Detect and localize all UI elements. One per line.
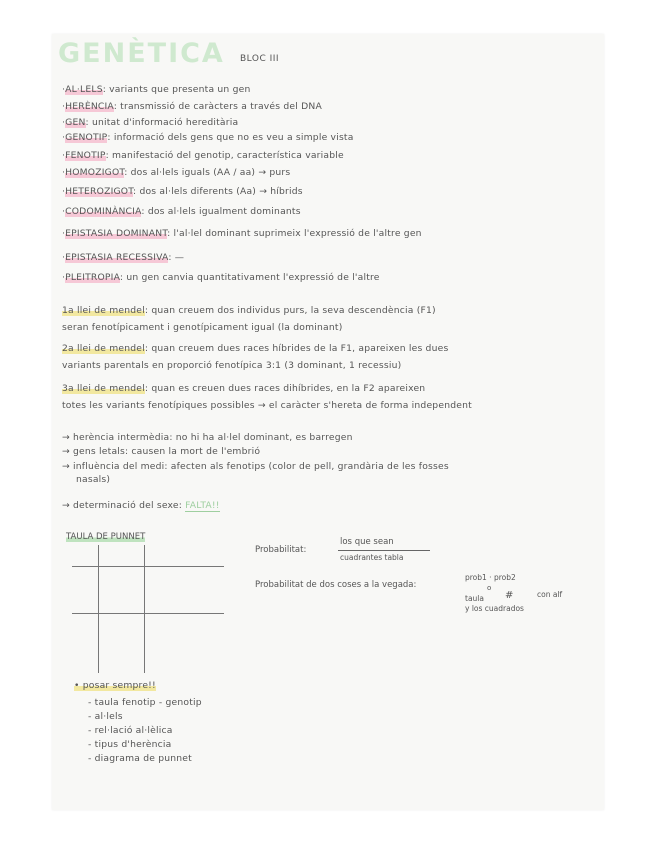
definition-text: : dos al·lels diferents (Aa) → híbrids xyxy=(133,186,303,197)
bullet: · xyxy=(62,186,66,197)
checklist-item-text: taula fenotip - genotip xyxy=(94,697,202,708)
note-2: → gens letals: causen la mort de l'embrió xyxy=(62,446,261,457)
definition-text: : informació dels gens que no es veu a simple vista xyxy=(107,132,354,143)
checklist-item-text: al·lels xyxy=(94,711,123,722)
law-text: : quan es creuen dues races dihíbrides, en la F2 apareixen xyxy=(144,383,426,394)
con-text: con alf xyxy=(537,590,563,599)
fraction-bar xyxy=(338,550,430,551)
dash: - xyxy=(88,725,95,736)
dash: - xyxy=(88,753,95,764)
checklist-item-text: rel·lació al·lèlica xyxy=(94,725,173,736)
checklist-item xyxy=(88,725,173,736)
grid-h1 xyxy=(72,566,224,567)
definition-row xyxy=(62,252,184,263)
definition-text: : l'al·lel dominant suprimeix l'expressió de l'altre gen xyxy=(167,228,422,239)
definition-term: PLEITROPIA xyxy=(65,272,120,283)
checklist-title-text: posar sempre!! xyxy=(82,680,156,691)
tabla-text: taula xyxy=(465,594,484,603)
definition-row xyxy=(62,132,354,143)
law-line-1 xyxy=(62,305,436,316)
definition-term: EPISTASIA RECESSIVA xyxy=(65,252,169,263)
sex-determination-text: → determinació del sexe: xyxy=(62,500,183,511)
definition-text: : variants que presenta un gen xyxy=(102,84,251,95)
definition-row xyxy=(62,117,238,128)
definition-term: HETEROZIGOT xyxy=(65,186,134,197)
definition-term: HOMOZIGOT xyxy=(65,167,125,178)
hash-symbol: # xyxy=(505,590,514,601)
bloc-label: BLOC III xyxy=(240,54,280,64)
definition-term: HERÈNCIA xyxy=(65,101,114,112)
probability-denominator: cuadrantes tabla xyxy=(340,553,404,562)
bullet: · xyxy=(62,132,66,143)
note-3-cont: nasals) xyxy=(76,474,111,485)
definition-row xyxy=(62,167,290,178)
definition-term: CODOMINÀNCIA xyxy=(65,206,142,217)
checklist-title: • posar sempre!! xyxy=(74,680,156,691)
definition-text: : manifestació del genotip, característica variable xyxy=(105,150,344,161)
law-label: 2a llei de mendel xyxy=(62,343,145,354)
definition-term: FENOTIP xyxy=(65,150,106,161)
page-title: GENÈTICA xyxy=(58,38,225,69)
sex-determination xyxy=(62,500,220,511)
grid-h2 xyxy=(72,613,224,614)
missing-note: FALTA!! xyxy=(185,500,220,511)
definition-text: : dos al·lels igualment dominants xyxy=(141,206,301,217)
law-line-1 xyxy=(62,383,425,394)
definition-row xyxy=(62,186,303,197)
checklist-item xyxy=(88,753,192,764)
checklist-item-text: tipus d'herència xyxy=(94,739,172,750)
bullet: · xyxy=(62,272,66,283)
law-line-2: variants parentals en proporció fenotípica 3:1 (3 dominant, 1 recessiu) xyxy=(62,360,402,371)
note-1: → herència intermèdia: no hi ha al·lel dominant, es barregen xyxy=(62,432,353,443)
bullet: · xyxy=(62,228,66,239)
definition-text: : dos al·lels iguals (AA / aa) → purs xyxy=(124,167,291,178)
definition-term: EPISTASIA DOMINANT xyxy=(65,228,168,239)
definition-row xyxy=(62,206,301,217)
definition-text: : un gen canvia quantitativament l'expressió de l'altre xyxy=(119,272,380,283)
bullet: · xyxy=(62,150,66,161)
cuadrados-text: y los cuadrados xyxy=(465,604,524,613)
note-3: → influència del medi: afecten als fenotips (color de pell, grandària de les fosses xyxy=(62,461,449,472)
checklist-item xyxy=(88,711,123,722)
probability-numerator: los que sean xyxy=(340,537,394,547)
definition-text: : unitat d'informació hereditària xyxy=(85,117,239,128)
definition-term: GEN xyxy=(65,117,86,128)
law-line-2: totes les variants fenotípiques possibles → el caràcter s'hereta de forma independent xyxy=(62,400,472,411)
law-line-2: seran fenotípicament i genotípicament igual (la dominant) xyxy=(62,322,343,333)
law-text: : quan creuem dues races híbrides de la F1, apareixen les dues xyxy=(144,343,449,354)
dash: - xyxy=(88,739,95,750)
definition-row xyxy=(62,272,380,283)
definition-row xyxy=(62,228,422,239)
probability-formula: prob1 · prob2 xyxy=(465,573,516,582)
definition-text: : transmissió de caràcters a través del DNA xyxy=(113,101,322,112)
checklist-item-text: diagrama de punnet xyxy=(94,753,192,764)
definition-row xyxy=(62,150,344,161)
bullet: · xyxy=(62,206,66,217)
law-label: 1a llei de mendel xyxy=(62,305,145,316)
definition-term: GENOTIP xyxy=(65,132,108,143)
grid-v1 xyxy=(98,545,99,673)
grid-v2 xyxy=(144,545,145,673)
definition-row xyxy=(62,84,251,95)
definition-term: AL·LELS xyxy=(65,84,103,95)
definition-row xyxy=(62,101,322,112)
checklist-item xyxy=(88,697,202,708)
bullet: · xyxy=(62,167,66,178)
law-label: 3a llei de mendel xyxy=(62,383,145,394)
punnet-label: TAULA DE PUNNET xyxy=(66,532,146,542)
probability-label: Probabilitat: xyxy=(255,545,307,555)
definition-text: : — xyxy=(168,252,185,263)
two-things-label: Probabilitat de dos coses a la vegada: xyxy=(255,580,417,590)
dash: - xyxy=(88,697,95,708)
law-line-1 xyxy=(62,343,448,354)
bullet: · xyxy=(62,84,66,95)
law-text: : quan creuem dos individus purs, la seva descendència (F1) xyxy=(144,305,436,316)
bullet: · xyxy=(62,101,66,112)
bullet: · xyxy=(62,117,66,128)
dash: - xyxy=(88,711,95,722)
bullet: · xyxy=(62,252,66,263)
or-symbol: o xyxy=(487,584,492,592)
checklist-item xyxy=(88,739,171,750)
